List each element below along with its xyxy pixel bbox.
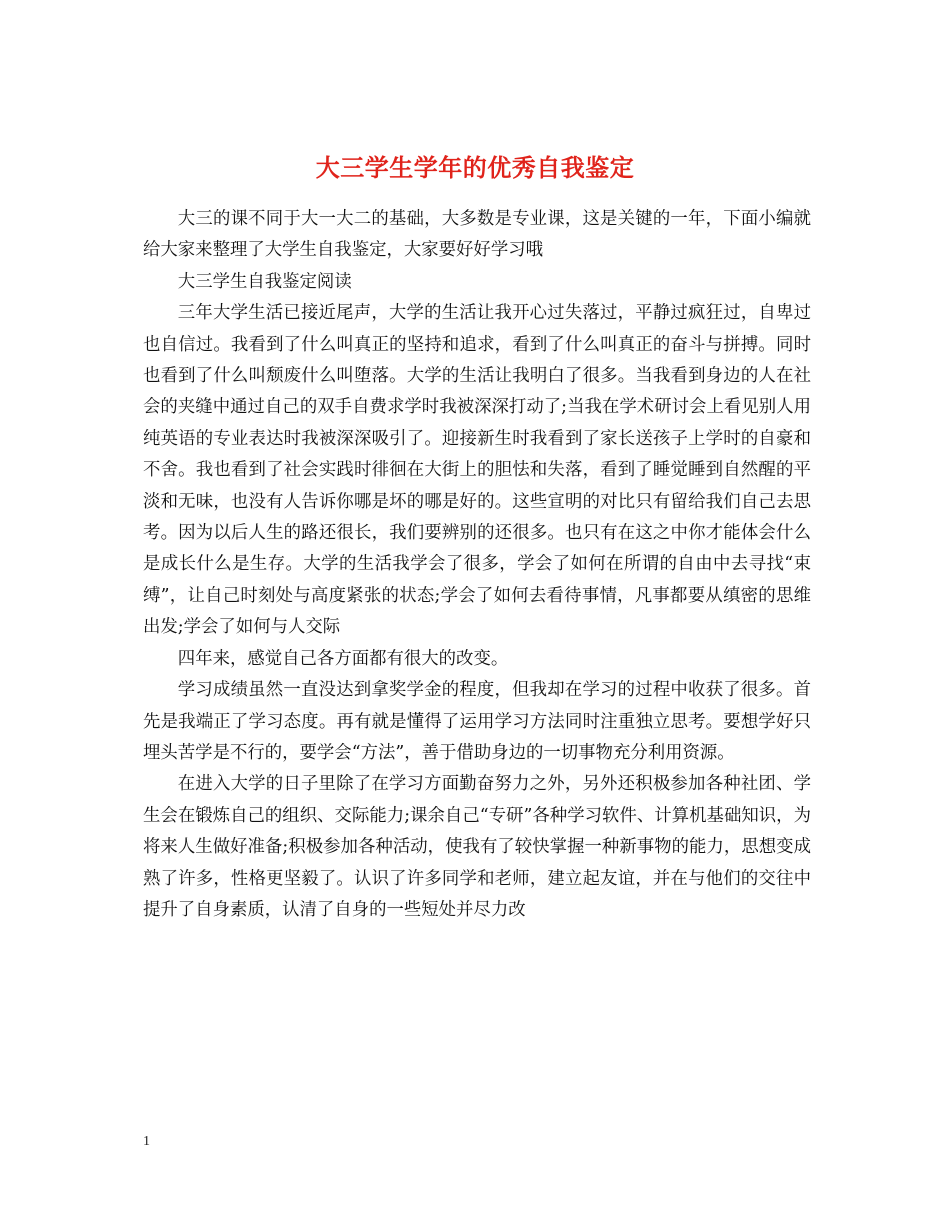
paragraph-reflection: 三年大学生活已接近尾声，大学的生活让我开心过失落过，平静过疯狂过，自卑过也自信过。我看到了什么叫真正的坚持和追求，看到了什么叫真正的奋斗与拼搏。同时也看到了什么叫颓废什么叫堕落。大学的生活让我明白了很多。当我看到身边的人在社会的夹缝中通过自己的双手自费求学时我被深深打动了;当我在学术研讨会上看见别人用纯英语的专业表达时我被深深吸引了。迎接新生时我看到了家长送孩子上学时的自豪和不舍。我也看到了社会实践时徘徊在大街上的胆怯和失落，看到了睡觉睡到自然醒的平淡和无味，也没有人告诉你哪是坏的哪是好的。这些宣明的对比只有留给我们自己去思考。因为以后人生的路还很长，我们要辨别的还很多。也只有在这之中你才能体会什么是成长什么是生存。大学的生活我学会了很多，学会了如何在所谓的自由中去寻找“束缚”，让自己时刻处与高度紧张的状态;学会了如何去看待事情，凡事都要从缜密的思维出发;学会了如何与人交际 (143, 303, 811, 638)
paragraph-change: 四年来，感觉自己各方面都有很大的改变。 (177, 648, 509, 669)
paragraph-subheading: 大三学生自我鉴定阅读 (177, 271, 352, 292)
document-body (143, 204, 811, 926)
document-title: 大三学生学年的优秀自我鉴定 (315, 153, 635, 183)
paragraph-activities: 在进入大学的日子里除了在学习方面勤奋努力之外，另外还积极参加各种社团、学生会在锻炼自己的组织、交际能力;课余自己“专研”各种学习软件、计算机基础知识，为将来人生做好准备;积极参加各种活动，使我有了较快掌握一种新事物的能力，思想变成熟了许多，性格更坚毅了。认识了许多同学和老师，建立起友谊，并在与他们的交往中提升了自身素质，认清了自身的一些短处并尽力改 (143, 774, 811, 920)
paragraph-study: 学习成绩虽然一直没达到拿奖学金的程度，但我却在学习的过程中收获了很多。首先是我端正了学习态度。再有就是懂得了运用学习方法同时注重独立思考。要想学好只埋头苦学是不行的，要学会“方法”，善于借助身边的一切事物充分利用资源。 (143, 680, 811, 763)
paragraph-intro: 大三的课不同于大一大二的基础，大多数是专业课，这是关键的一年，下面小编就给大家来整理了大学生自我鉴定，大家要好好学习哦 (143, 209, 811, 261)
page-number: 1 (143, 1134, 150, 1149)
